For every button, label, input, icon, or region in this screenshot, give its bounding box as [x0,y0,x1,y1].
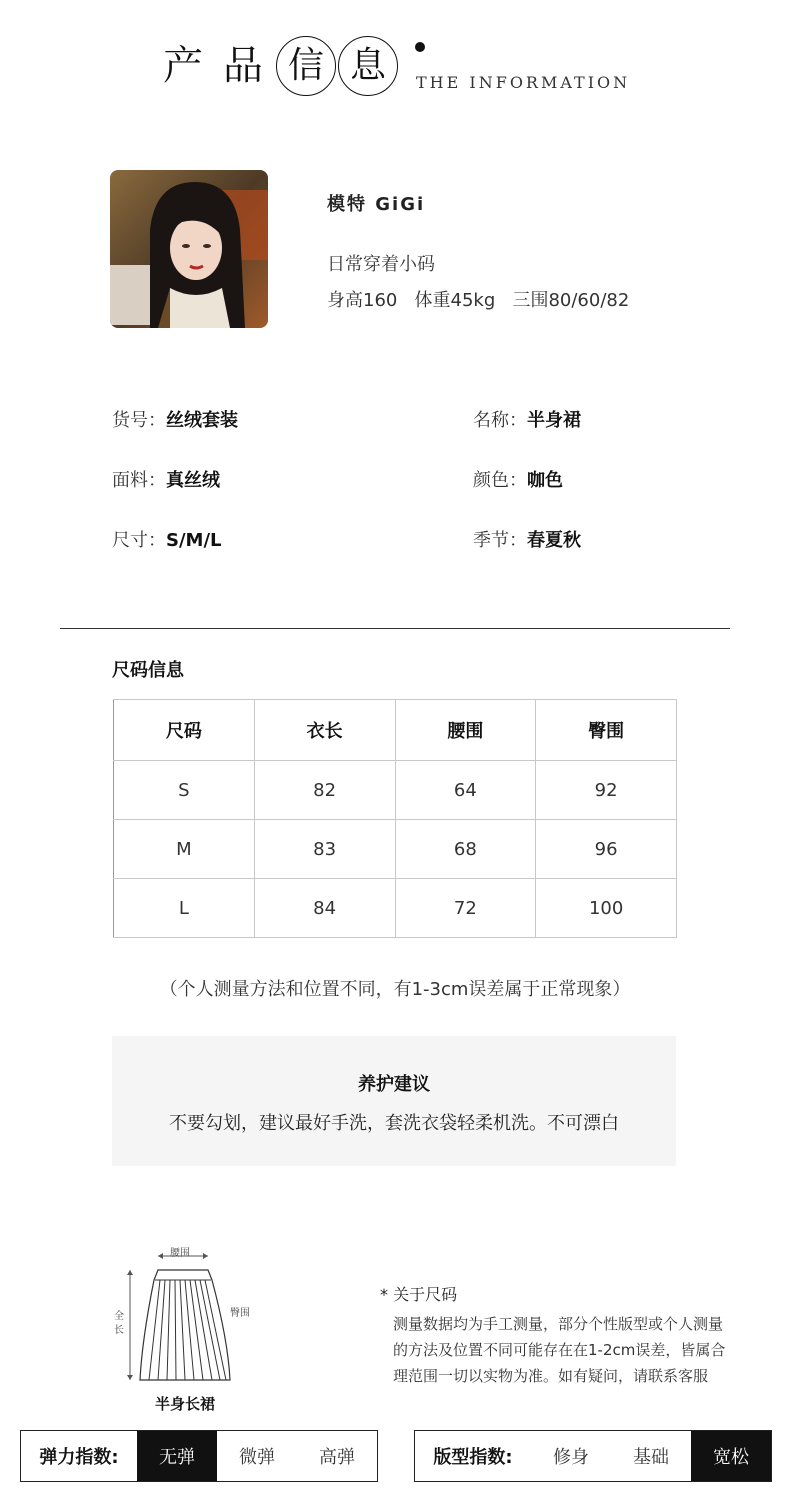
care-box [112,1036,676,1166]
info-fabric-label: 面料： [112,470,166,491]
fit-index [414,1430,772,1482]
header-char-2: 品 [223,43,263,89]
info-color-label: 颜色： [473,470,527,491]
info-size-label: 尺寸： [112,530,166,551]
info-name [473,406,581,432]
fit-option-loose: 宽松 [691,1431,771,1481]
table-cell: M [114,820,255,879]
size-table [113,699,677,938]
info-size [112,526,222,552]
model-fit: 日常穿着小码 [327,254,435,275]
model-stats: 身高160 体重45kg 三围80/60/82 [327,290,630,311]
table-cell: 64 [395,761,536,820]
table-row [114,879,677,938]
length-label: 全长 [114,1311,124,1336]
about-size-line: 测量数据均为手工测量，部分个性版型或个人测量 [393,1315,724,1333]
table-cell: 84 [254,879,395,938]
elasticity-label: 弹力指数: [39,1447,119,1468]
table-cell: 83 [254,820,395,879]
info-name-value: 半身裙 [527,410,581,431]
fit-option-regular: 基础 [633,1447,669,1468]
about-size-title: * 关于尺码 [380,1285,458,1304]
info-color-value: 咖色 [527,470,563,491]
about-size-line: 的方法及位置不同可能存在在1-2cm误差，皆属合 [393,1341,726,1359]
header-dot [415,42,425,52]
table-cell: 100 [536,879,677,938]
size-table-header-cell: 衣长 [254,700,395,761]
measurement-note: （个人测量方法和位置不同，有1-3cm误差属于正常现象） [159,979,631,1000]
table-row [114,820,677,879]
header-char-3: 信 [276,36,336,96]
table-cell: 82 [254,761,395,820]
info-fabric [112,466,220,492]
info-size-value: S/M/L [166,530,222,551]
table-cell: 96 [536,820,677,879]
elasticity-index [20,1430,378,1482]
size-table-title: 尺码信息 [112,660,184,681]
about-size-line: 理范围一切以实物为准。如有疑问，请联系客服 [393,1367,709,1385]
info-fabric-value: 真丝绒 [166,470,220,491]
elasticity-option-none: 无弹 [137,1431,217,1481]
model-photo [110,170,268,328]
hip-label: 臀围 [230,1308,250,1319]
size-table-header [114,700,677,761]
info-season-label: 季节： [473,530,527,551]
info-season-value: 春夏秋 [527,530,581,551]
skirt-caption: 半身长裙 [155,1395,216,1413]
info-item-no [112,406,238,432]
info-item-no-label: 货号： [112,410,166,431]
table-cell: L [114,879,255,938]
table-cell: 68 [395,820,536,879]
header-char-1: 产 [163,43,203,89]
size-table-header-cell: 臀围 [536,700,677,761]
info-season [473,526,581,552]
info-color [473,466,563,492]
fit-option-slim: 修身 [553,1447,589,1468]
header-char-4: 息 [338,36,398,96]
waist-label: 腰围 [170,1248,190,1259]
table-cell: S [114,761,255,820]
section-divider [60,628,730,629]
header-subtitle: THE INFORMATION [416,73,631,92]
care-text: 不要勾划，建议最好手洗，套洗衣袋轻柔机洗。不可漂白 [169,1113,619,1134]
size-table-header-cell: 腰围 [395,700,536,761]
fit-label: 版型指数: [433,1447,513,1468]
elasticity-option-high: 高弹 [319,1447,355,1468]
info-item-no-value: 丝绒套装 [166,410,238,431]
table-row [114,761,677,820]
table-cell: 72 [395,879,536,938]
size-table-header-cell: 尺码 [114,700,255,761]
care-title: 养护建议 [358,1074,430,1095]
info-name-label: 名称： [473,410,527,431]
elasticity-option-slight: 微弹 [239,1447,275,1468]
model-name: 模特 GiGi [327,194,426,215]
table-cell: 92 [536,761,677,820]
